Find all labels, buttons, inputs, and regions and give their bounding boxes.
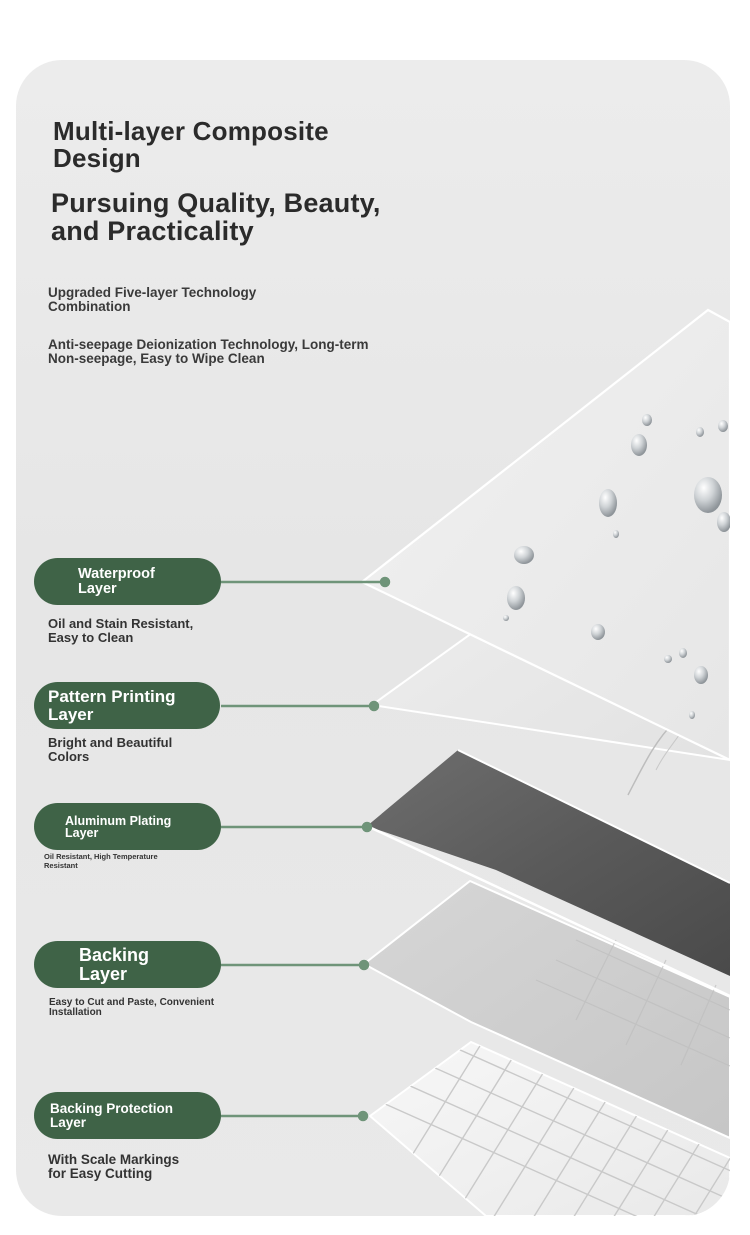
product-info-card — [16, 60, 730, 1216]
page-subtitle: Pursuing Quality, Beauty, and Practicality — [51, 188, 381, 246]
pattern-layer-description: Bright and Beautiful Colors — [48, 735, 173, 764]
layer-label: Backing Layer — [79, 944, 150, 984]
layer-label: Backing Protection Layer — [50, 1100, 174, 1130]
protection-layer-description: With Scale Markings for Easy Cutting — [48, 1152, 180, 1181]
waterproof-layer-badge — [34, 558, 221, 605]
waterproof-layer-description: Oil and Stain Resistant, Easy to Clean — [48, 616, 194, 645]
backing-layer-badge — [34, 941, 221, 988]
layer-label: Waterproof Layer — [78, 565, 155, 597]
pattern-layer-badge — [34, 682, 220, 729]
layer-label: Pattern Printing Layer — [48, 686, 176, 724]
page-title: Multi-layer Composite Design — [53, 116, 329, 173]
protection-layer-badge — [34, 1092, 221, 1139]
backing-layer-description: Easy to Cut and Paste, Convenient Installation — [49, 997, 215, 1018]
feature-text: Anti-seepage Deionization Technology, Long-term Non-seepage, Easy to Wipe Clean — [48, 337, 369, 366]
connector-lines — [221, 578, 389, 1120]
layer-label: Aluminum Plating Layer — [65, 813, 172, 840]
aluminum-layer-description: Oil Resistant, High Temperature Resistant — [44, 852, 158, 870]
aluminum-layer-badge — [34, 803, 221, 850]
feature-text: Upgraded Five-layer Technology Combination — [48, 285, 257, 314]
